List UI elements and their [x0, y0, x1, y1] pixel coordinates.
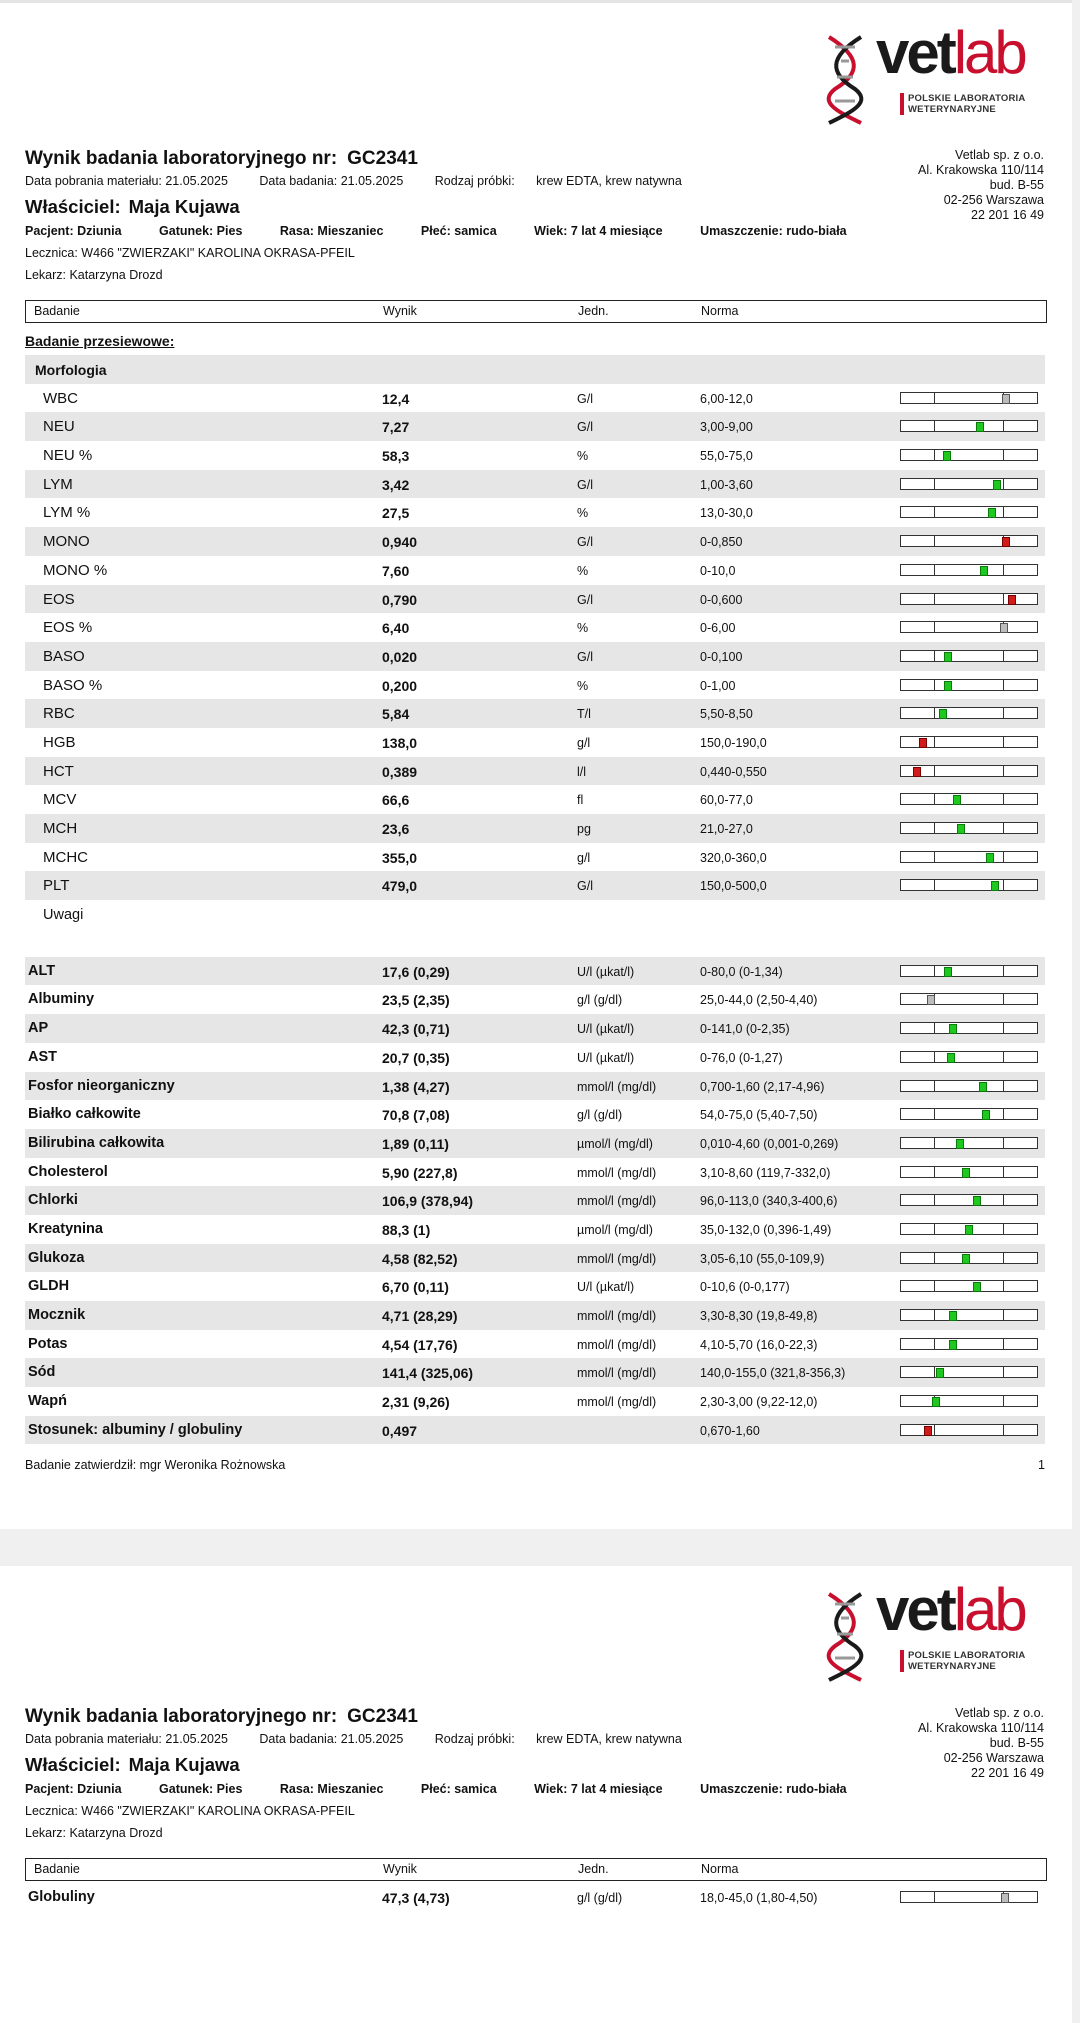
reference-range: 3,05-6,10 (55,0-109,9) [700, 1251, 825, 1266]
test-name: LYM % [43, 504, 91, 522]
result-unit: g/l (g/dl) [577, 1108, 623, 1123]
table-row [25, 1072, 1045, 1101]
result-marker [993, 480, 1001, 490]
result-value: 7,60 [382, 562, 410, 579]
test-name: RBC [43, 705, 75, 723]
clinic-line: Lecznica: W466 "ZWIERZAKI" KAROLINA OKRASA-PFEIL [25, 246, 355, 260]
result-marker [982, 1110, 990, 1120]
test-name: Chlorki [28, 1192, 78, 1209]
result-value: 12,4 [382, 390, 410, 407]
report-header [25, 1706, 1044, 1876]
vetlab-logo [821, 1576, 1036, 1682]
range-indicator-bar [900, 478, 1038, 490]
result-value: 138,0 [382, 734, 418, 751]
result-unit: g/l [577, 735, 591, 750]
table-row [25, 1186, 1045, 1215]
result-marker [988, 508, 996, 518]
result-value: 20,7 (0,35) [382, 1049, 450, 1066]
range-indicator-bar [900, 822, 1038, 834]
table-row [25, 412, 1045, 441]
reference-range: 96,0-113,0 (340,3-400,6) [700, 1194, 838, 1209]
result-value: 70,8 (7,08) [382, 1107, 450, 1124]
result-value: 23,5 (2,35) [382, 992, 450, 1009]
result-unit: G/l [577, 649, 593, 664]
result-unit: mmol/l (mg/dl) [577, 1165, 657, 1180]
reference-range: 13,0-30,0 [700, 506, 753, 521]
range-indicator-bar [900, 765, 1038, 777]
result-value: 7,27 [382, 419, 410, 436]
table-row [25, 613, 1045, 642]
owner-line: Właściciel: Maja Kujawa [25, 196, 240, 217]
result-marker [979, 1082, 987, 1092]
result-unit: mmol/l (mg/dl) [577, 1079, 657, 1094]
result-marker [919, 738, 927, 748]
reference-range: 3,00-9,00 [700, 420, 753, 435]
reference-range: 0-10,6 (0-0,177) [700, 1280, 790, 1295]
reference-range: 0-10,0 [700, 563, 736, 578]
result-marker [939, 709, 947, 719]
result-unit: g/l [577, 850, 591, 865]
result-value: 17,6 (0,29) [382, 963, 450, 980]
result-marker [913, 767, 921, 777]
reference-range: 0,440-0,550 [700, 764, 767, 779]
test-name: Sód [28, 1364, 56, 1381]
result-unit: mmol/l (mg/dl) [577, 1366, 657, 1381]
result-value: 5,84 [382, 706, 410, 723]
result-value: 47,3 (4,73) [382, 1890, 450, 1906]
range-indicator-bar [900, 593, 1038, 605]
result-marker [947, 1053, 955, 1063]
range-indicator-bar [900, 1280, 1038, 1292]
reference-range: 3,10-8,60 (119,7-332,0) [700, 1165, 831, 1180]
table-row [25, 1416, 1045, 1445]
result-value: 4,54 (17,76) [382, 1336, 458, 1353]
reference-range: 0-141,0 (0-2,35) [700, 1022, 790, 1037]
table-row [25, 1158, 1045, 1187]
range-indicator-bar [900, 1051, 1038, 1063]
range-indicator-bar [900, 707, 1038, 719]
result-value: 58,3 [382, 448, 410, 465]
table-row [25, 1358, 1045, 1387]
result-value: 0,020 [382, 648, 418, 665]
test-name: HGB [43, 733, 76, 751]
result-value: 3,42 [382, 476, 410, 493]
test-name: LYM [43, 475, 73, 493]
table-row [25, 957, 1045, 986]
result-unit: % [577, 621, 589, 636]
range-indicator-bar [900, 1194, 1038, 1206]
test-name: Fosfor nieorganiczny [28, 1077, 175, 1094]
reference-range: 320,0-360,0 [700, 850, 767, 865]
result-unit: G/l [577, 477, 593, 492]
table-row [25, 585, 1045, 614]
result-value: 355,0 [382, 849, 418, 866]
reference-range: 3,30-8,30 (19,8-49,8) [700, 1309, 818, 1323]
result-marker [1001, 1893, 1009, 1903]
table-row [25, 843, 1045, 872]
result-value: 6,70 (0,11) [382, 1279, 449, 1296]
test-name: EOS [43, 590, 75, 608]
test-name: PLT [43, 877, 70, 895]
range-indicator-bar [900, 621, 1038, 633]
owner-line: Właściciel: Maja Kujawa [25, 1754, 240, 1775]
test-name: Albuminy [28, 991, 95, 1008]
reference-range: 0-6,00 [700, 621, 736, 636]
table-row [25, 1129, 1045, 1158]
table-row [25, 985, 1045, 1014]
result-marker [949, 1311, 957, 1321]
test-name: MONO [43, 533, 90, 551]
reference-range: 140,0-155,0 (321,8-356,3) [700, 1366, 846, 1381]
result-value: 0,940 [382, 534, 418, 551]
test-name: MONO % [43, 561, 108, 579]
result-value: 27,5 [382, 505, 410, 522]
range-indicator-bar [900, 1166, 1038, 1178]
result-marker [1002, 394, 1010, 404]
result-marker [949, 1024, 957, 1034]
table-row [25, 671, 1045, 700]
table-row [25, 642, 1045, 671]
result-value: 4,58 (82,52) [382, 1250, 458, 1267]
result-value: 106,9 (378,94) [382, 1193, 474, 1210]
result-unit: fl [577, 793, 584, 808]
result-marker [1008, 595, 1016, 605]
dna-helix-icon [821, 1590, 881, 1682]
table-row [25, 1014, 1045, 1043]
reference-range: 54,0-75,0 (5,40-7,50) [700, 1108, 818, 1123]
results-table [25, 355, 1045, 1444]
test-name: Kreatynina [28, 1220, 103, 1237]
range-indicator-bar [900, 1338, 1038, 1350]
test-name: BASO % [43, 676, 103, 694]
result-marker [973, 1196, 981, 1206]
report-dates: Data pobrania materiału: 21.05.2025 Data badania: 21.05.2025 Rodzaj próbki: krew EDTA, krew natywna [25, 1732, 682, 1746]
result-value: 0,389 [382, 763, 418, 780]
test-name: WBC [43, 389, 78, 407]
result-unit: mmol/l (mg/dl) [577, 1395, 657, 1410]
range-indicator-bar [900, 1891, 1038, 1903]
range-indicator-bar [900, 793, 1038, 805]
reference-range: 4,10-5,70 (16,0-22,3) [700, 1337, 818, 1352]
result-marker [1000, 623, 1008, 633]
test-name: HCT [43, 762, 74, 780]
result-unit: l/l [577, 764, 587, 779]
result-value: 6,40 [382, 620, 410, 637]
table-row [25, 1883, 1045, 1912]
result-marker [927, 995, 935, 1005]
test-name: EOS % [43, 619, 93, 637]
range-indicator-bar [900, 650, 1038, 662]
range-indicator-bar [900, 392, 1038, 404]
doctor-line: Lekarz: Katarzyna Drozd [25, 268, 163, 282]
result-marker [932, 1397, 940, 1407]
result-value: 0,497 [382, 1422, 418, 1439]
range-indicator-bar [900, 1022, 1038, 1034]
test-name: GLDH [28, 1278, 70, 1295]
result-marker [957, 824, 965, 834]
test-name: MCV [43, 791, 77, 809]
test-name: BASO [43, 647, 85, 665]
dna-helix-icon [821, 33, 881, 125]
result-unit: G/l [577, 879, 593, 894]
test-name: Mocznik [28, 1307, 86, 1323]
vetlab-logo [821, 19, 1036, 125]
result-unit: pg [577, 822, 591, 836]
table-row [25, 871, 1045, 900]
test-name: Potas [28, 1335, 68, 1352]
report-title: Wynik badania laboratoryjnego nr: GC2341 [25, 148, 418, 169]
reference-range: 25,0-44,0 (2,50-4,40) [700, 993, 818, 1008]
doctor-line: Lekarz: Katarzyna Drozd [25, 1826, 163, 1840]
reference-range: 0,670-1,60 [700, 1423, 760, 1438]
result-marker [965, 1225, 973, 1235]
page-number: 1 [1038, 1458, 1045, 1472]
reference-range: 2,30-3,00 (9,22-12,0) [700, 1395, 818, 1410]
result-marker [936, 1368, 944, 1378]
patient-line: Pacjent: Dziunia Gatunek: Pies Rasa: Mieszaniec Płeć: samica Wiek: 7 lat 4 miesiące Umaszczenie: rudo-biała [25, 1782, 847, 1796]
result-unit: G/l [577, 391, 593, 406]
reference-range: 1,00-3,60 [700, 477, 753, 492]
result-value: 66,6 [382, 792, 410, 809]
lab-address: Vetlab sp. z o.o. Al. Krakowska 110/114 bud. B-55 02-256 Warszawa 22 201 16 49 [918, 148, 1044, 222]
range-indicator-bar [900, 1252, 1038, 1264]
result-value: 4,71 (28,29) [382, 1308, 458, 1324]
reference-range: 0-1,00 [700, 678, 736, 693]
result-marker [924, 1426, 932, 1436]
approved-by: Badanie zatwierdził: mgr Weronika Rożnowska [25, 1458, 286, 1472]
reference-range: 0-80,0 (0-1,34) [700, 964, 783, 979]
morphology-group-title: Morfologia [25, 355, 1045, 384]
range-indicator-bar [900, 506, 1038, 518]
result-unit: G/l [577, 420, 593, 435]
range-indicator-bar [900, 679, 1038, 691]
result-unit: g/l (g/dl) [577, 993, 623, 1008]
table-row [25, 441, 1045, 470]
test-name: Bilirubina całkowita [28, 1134, 165, 1151]
reference-range: 18,0-45,0 (1,80-4,50) [700, 1891, 818, 1905]
result-value: 0,790 [382, 591, 418, 608]
table-row [25, 814, 1045, 843]
reference-range: 0,700-1,60 (2,17-4,96) [700, 1079, 825, 1094]
result-unit: mmol/l (mg/dl) [577, 1337, 657, 1352]
result-unit: % [577, 563, 589, 578]
reference-range: 55,0-75,0 [700, 449, 753, 464]
result-marker [949, 1340, 957, 1350]
range-indicator-bar [900, 1223, 1038, 1235]
reference-range: 150,0-500,0 [700, 879, 767, 894]
range-indicator-bar [900, 1108, 1038, 1120]
logo-wordmark: vetlab [876, 1576, 1025, 1643]
range-indicator-bar [900, 851, 1038, 863]
result-unit: U/l (µkat/l) [577, 1280, 635, 1295]
result-unit: U/l (µkat/l) [577, 1022, 635, 1037]
test-name: Globuliny [28, 1889, 95, 1905]
result-value: 23,6 [382, 821, 410, 837]
range-indicator-bar [900, 1080, 1038, 1092]
result-marker [944, 967, 952, 977]
range-indicator-bar [900, 993, 1038, 1005]
test-name: MCH [43, 820, 78, 837]
table-column-header: Badanie Wynik Jedn. Norma [25, 300, 1047, 323]
result-unit: G/l [577, 535, 593, 550]
reference-range: 0-0,100 [700, 649, 743, 664]
range-indicator-bar [900, 1137, 1038, 1149]
logo-wordmark: vetlab [876, 19, 1025, 86]
test-name: Glukoza [28, 1249, 85, 1266]
result-unit: % [577, 678, 589, 693]
report-header [25, 148, 1044, 318]
result-marker [976, 422, 984, 432]
range-indicator-bar [900, 420, 1038, 432]
report-dates: Data pobrania materiału: 21.05.2025 Data badania: 21.05.2025 Rodzaj próbki: krew EDTA, krew natywna [25, 174, 682, 188]
section-title: Badanie przesiewowe: [25, 333, 175, 349]
test-name: AST [28, 1048, 57, 1065]
table-row [25, 1387, 1045, 1416]
logo-subtitle: POLSKIE LABORATORIA WETERYNARYJNE [900, 1650, 1025, 1672]
table-row [25, 699, 1045, 728]
result-unit: mmol/l (mg/dl) [577, 1194, 657, 1209]
result-value: 5,90 (227,8) [382, 1164, 458, 1181]
result-marker [953, 795, 961, 805]
report-footer [25, 1458, 1045, 1472]
result-value: 1,89 (0,11) [382, 1135, 449, 1152]
clinic-line: Lecznica: W466 "ZWIERZAKI" KAROLINA OKRASA-PFEIL [25, 1804, 355, 1818]
result-value: 479,0 [382, 878, 418, 895]
patient-line: Pacjent: Dziunia Gatunek: Pies Rasa: Mieszaniec Płeć: samica Wiek: 7 lat 4 miesiące Umaszczenie: rudo-biała [25, 224, 847, 238]
result-marker [943, 451, 951, 461]
range-indicator-bar [900, 1424, 1038, 1436]
result-unit: µmol/l (mg/dl) [577, 1222, 653, 1237]
table-row [25, 1272, 1045, 1301]
notes-label: Uwagi [43, 907, 84, 924]
test-name: NEU % [43, 447, 93, 465]
reference-range: 0-0,850 [700, 535, 743, 550]
result-unit: mmol/l (mg/dl) [577, 1309, 657, 1323]
test-name: Cholesterol [28, 1163, 108, 1180]
table-row [25, 527, 1045, 556]
result-marker [973, 1282, 981, 1292]
logo-subtitle: POLSKIE LABORATORIA WETERYNARYJNE [900, 93, 1025, 115]
test-name: Białko całkowite [28, 1106, 141, 1123]
range-indicator-bar [900, 1366, 1038, 1378]
range-indicator-bar [900, 564, 1038, 576]
results-table-page-2 [25, 1883, 1045, 1912]
lab-address: Vetlab sp. z o.o. Al. Krakowska 110/114 bud. B-55 02-256 Warszawa 22 201 16 49 [918, 1706, 1044, 1780]
result-marker [1002, 537, 1010, 547]
result-unit: mmol/l (mg/dl) [577, 1251, 657, 1266]
test-name: ALT [28, 962, 56, 979]
result-value: 141,4 (325,06) [382, 1365, 474, 1382]
report-page-2 [0, 1566, 1072, 2023]
range-indicator-bar [900, 879, 1038, 891]
result-marker [956, 1139, 964, 1149]
table-row [25, 1215, 1045, 1244]
range-indicator-bar [900, 1395, 1038, 1407]
table-row [25, 1301, 1045, 1330]
table-row [25, 757, 1045, 786]
result-marker [962, 1254, 970, 1264]
result-unit: U/l (µkat/l) [577, 964, 635, 979]
result-marker [980, 566, 988, 576]
test-name: AP [28, 1020, 49, 1037]
range-indicator-bar [900, 1309, 1038, 1321]
result-marker [986, 853, 994, 863]
reference-range: 5,50-8,50 [700, 707, 753, 722]
result-unit: G/l [577, 592, 593, 607]
table-row [25, 1043, 1045, 1072]
reference-range: 0-0,600 [700, 592, 743, 607]
table-row [25, 470, 1045, 499]
result-unit: T/l [577, 707, 591, 722]
table-row [25, 728, 1045, 757]
result-marker [962, 1168, 970, 1178]
result-value: 1,38 (4,27) [382, 1078, 450, 1095]
range-indicator-bar [900, 736, 1038, 748]
result-unit: U/l (µkat/l) [577, 1050, 635, 1065]
table-row [25, 785, 1045, 814]
range-indicator-bar [900, 965, 1038, 977]
result-marker [944, 681, 952, 691]
table-row [25, 1330, 1045, 1359]
result-unit: µmol/l (mg/dl) [577, 1136, 653, 1151]
table-column-header: Badanie Wynik Jedn. Norma [25, 1858, 1047, 1881]
reference-range: 6,00-12,0 [700, 391, 753, 406]
reference-range: 0,010-4,60 (0,001-0,269) [700, 1136, 839, 1151]
result-value: 42,3 (0,71) [382, 1021, 450, 1038]
reference-range: 21,0-27,0 [700, 822, 753, 836]
result-value: 88,3 (1) [382, 1221, 431, 1238]
result-marker [944, 652, 952, 662]
table-row [25, 1244, 1045, 1273]
reference-range: 35,0-132,0 (0,396-1,49) [700, 1222, 832, 1237]
table-row [25, 384, 1045, 413]
result-unit: % [577, 449, 589, 464]
table-row [25, 556, 1045, 585]
reference-range: 150,0-190,0 [700, 735, 767, 750]
table-row [25, 1100, 1045, 1129]
test-name: Stosunek: albuminy / globuliny [28, 1421, 243, 1438]
test-name: Wapń [28, 1393, 67, 1410]
test-name: MCHC [43, 848, 88, 866]
result-value: 0,200 [382, 677, 418, 694]
range-indicator-bar [900, 535, 1038, 547]
table-row [25, 498, 1045, 527]
reference-range: 60,0-77,0 [700, 793, 753, 808]
test-name: NEU [43, 418, 75, 436]
result-unit: % [577, 506, 589, 521]
reference-range: 0-76,0 (0-1,27) [700, 1050, 783, 1065]
result-unit: g/l (g/dl) [577, 1891, 623, 1905]
result-value: 2,31 (9,26) [382, 1394, 450, 1411]
range-indicator-bar [900, 449, 1038, 461]
report-title: Wynik badania laboratoryjnego nr: GC2341 [25, 1706, 418, 1727]
result-marker [991, 881, 999, 891]
